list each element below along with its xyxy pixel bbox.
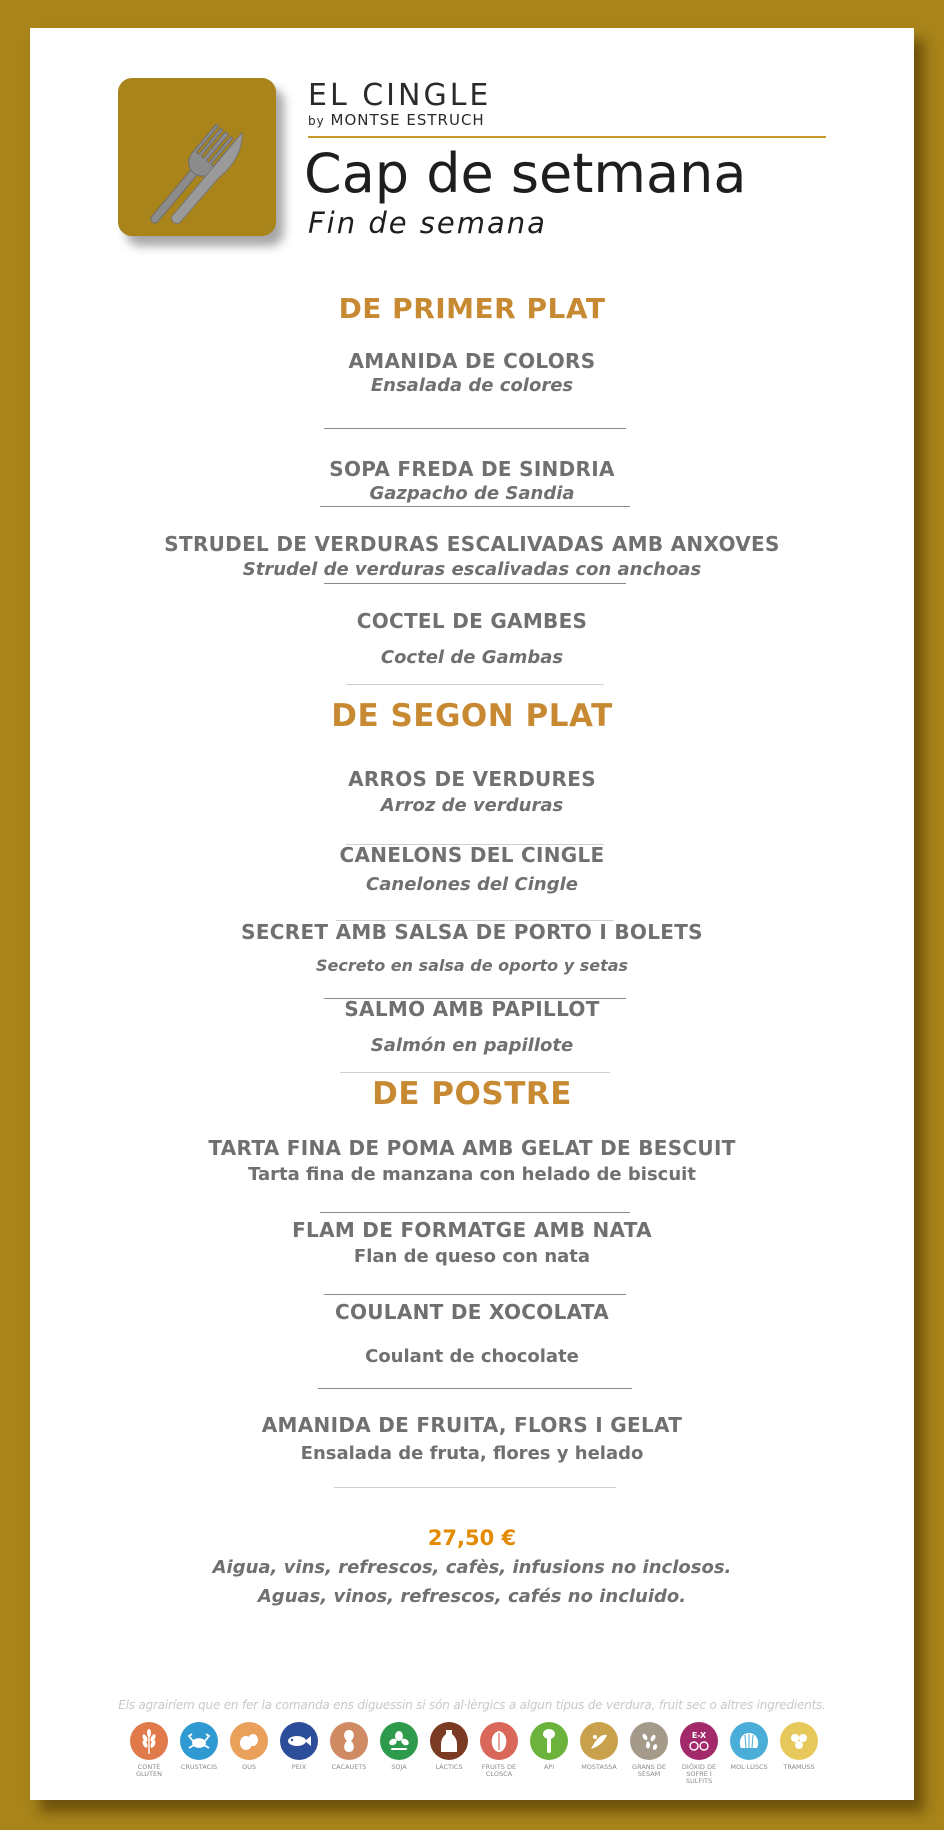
soy-icon — [380, 1722, 418, 1760]
allergen-ous — [224, 1722, 274, 1771]
section-separator — [346, 684, 604, 685]
peanut-icon — [330, 1722, 368, 1760]
egg-icon — [230, 1722, 268, 1760]
dish-separator — [320, 1212, 630, 1213]
allergen-label: API — [543, 1763, 555, 1771]
dish-separator — [318, 1388, 632, 1389]
section-separator — [340, 1072, 610, 1073]
brand-by: by — [308, 114, 325, 128]
allergen-label: CONTÉ GLUTEN — [135, 1763, 163, 1778]
dish-description: Secreto en salsa de oporto y setas — [315, 956, 629, 975]
allergen-label: GRANS DE SÈSAM — [632, 1763, 666, 1778]
dish-description: Gazpacho de Sandia — [369, 483, 575, 504]
dish-name: COCTEL DE GAMBES — [356, 609, 588, 633]
allergen-label: CRUSTACIS — [180, 1763, 218, 1771]
milk-icon — [430, 1722, 468, 1760]
allergen-peix — [274, 1722, 324, 1771]
allergen-lactics — [424, 1722, 474, 1771]
section-heading-postre: DE POSTRE — [372, 1076, 572, 1112]
dish-name: AMANIDA DE FRUITA, FLORS I GELAT — [261, 1413, 683, 1437]
allergen-soja — [374, 1722, 424, 1771]
allergen-tramus — [774, 1722, 824, 1771]
dish-name: STRUDEL DE VERDURAS ESCALIVADAS AMB ANXOVES — [164, 532, 780, 556]
allergen-legend — [124, 1722, 824, 1792]
dish-description: Salmón en papillote — [370, 1035, 574, 1056]
allergen-label: LÀCTICS — [435, 1763, 463, 1771]
dish-description: Flan de queso con nata — [353, 1246, 591, 1267]
dish-separator — [324, 428, 626, 429]
dish-separator — [324, 1294, 626, 1295]
svg-text:E-X: E-X — [691, 1731, 707, 1740]
drinks-note-es: Aguas, vinos, refrescos, cafés no incluido. — [257, 1586, 687, 1607]
dish-separator — [324, 583, 626, 584]
section-separator — [334, 1487, 616, 1488]
allergen-note: Els agrairíem que en fer la comanda ens diguessin si són al·lèrgics a algun tipus de verdura, fruit sec o altres ingredients. — [118, 1698, 826, 1712]
allergen-label: PEIX — [291, 1763, 307, 1771]
allergen-label: CACAUETS — [331, 1763, 367, 1771]
allergen-gluten — [124, 1722, 174, 1778]
mollusc-icon — [730, 1722, 768, 1760]
dish-name: CANELONS DEL CINGLE — [339, 843, 605, 867]
allergen-crustacis — [174, 1722, 224, 1771]
allergen-label: MOSTASSA — [581, 1763, 617, 1771]
dish-name: AMANIDA DE COLORS — [348, 349, 596, 373]
dish-description: Tarta fina de manzana con helado de biscuit — [248, 1164, 696, 1185]
dish-name: TARTA FINA DE POMA AMB GELAT DE BESCUIT — [208, 1136, 736, 1160]
allergen-molluscs — [724, 1722, 774, 1771]
allergen-cacauets — [324, 1722, 374, 1771]
dish-description: Strudel de verduras escalivadas con anchoas — [242, 559, 702, 580]
allergen-label: TRAMUSS — [783, 1763, 815, 1771]
section-heading-primer: DE PRIMER PLAT — [338, 292, 606, 325]
dish-name: SALMO AMB PAPILLOT — [344, 997, 600, 1021]
section-heading-segon: DE SEGON PLAT — [331, 698, 613, 734]
allergen-sulfits — [674, 1722, 724, 1785]
dish-description: Arroz de verduras — [380, 795, 564, 816]
brand-owner-name: MONTSE ESTRUCH — [330, 111, 485, 129]
nut-icon — [480, 1722, 518, 1760]
menu-price: 27,50 € — [427, 1526, 517, 1550]
dish-description: Ensalada de colores — [370, 375, 574, 396]
dish-name: SOPA FREDA DE SINDRIA — [329, 457, 615, 481]
dish-name: SECRET AMB SALSA DE PORTO I BOLETS — [241, 920, 703, 944]
lupin-icon — [780, 1722, 818, 1760]
page-subtitle: Fin de semana — [308, 206, 547, 240]
dish-separator — [320, 506, 630, 507]
menu-content — [30, 28, 914, 1800]
allergen-label: OUS — [242, 1763, 256, 1771]
allergen-label: SOJA — [391, 1763, 407, 1771]
crab-icon — [180, 1722, 218, 1760]
sesame-icon — [630, 1722, 668, 1760]
wheat-icon — [130, 1722, 168, 1760]
allergen-api — [524, 1722, 574, 1771]
allergen-sesam — [624, 1722, 674, 1778]
dish-name: FLAM DE FORMATGE AMB NATA — [292, 1218, 652, 1242]
menu-sheet — [30, 28, 914, 1800]
brand-name: EL CINGLE — [308, 78, 492, 113]
allergen-label: MOL·LUSCS — [730, 1763, 768, 1771]
allergen-label: DIÒXID DE SOFRE I SULFITS — [681, 1763, 717, 1785]
allergen-label: FRUITS DE CLOSCA — [481, 1763, 517, 1778]
page-title: Cap de setmana — [304, 142, 747, 205]
dish-description: Canelones del Cingle — [366, 874, 578, 895]
dish-description: Coctel de Gambas — [380, 647, 564, 668]
dish-name: COULANT DE XOCOLATA — [334, 1300, 610, 1324]
mustard-icon — [580, 1722, 618, 1760]
sulphite-icon — [680, 1722, 718, 1760]
dish-description: Ensalada de fruta, flores y helado — [300, 1443, 644, 1464]
allergen-fruits-closca — [474, 1722, 524, 1778]
fish-icon — [280, 1722, 318, 1760]
dish-name: ARROS DE VERDURES — [348, 767, 596, 791]
drinks-note-ca: Aigua, vins, refrescos, cafès, infusions no inclosos. — [212, 1557, 732, 1578]
allergen-mostassa — [574, 1722, 624, 1771]
dish-description: Coulant de chocolate — [365, 1346, 579, 1367]
celery-icon — [530, 1722, 568, 1760]
